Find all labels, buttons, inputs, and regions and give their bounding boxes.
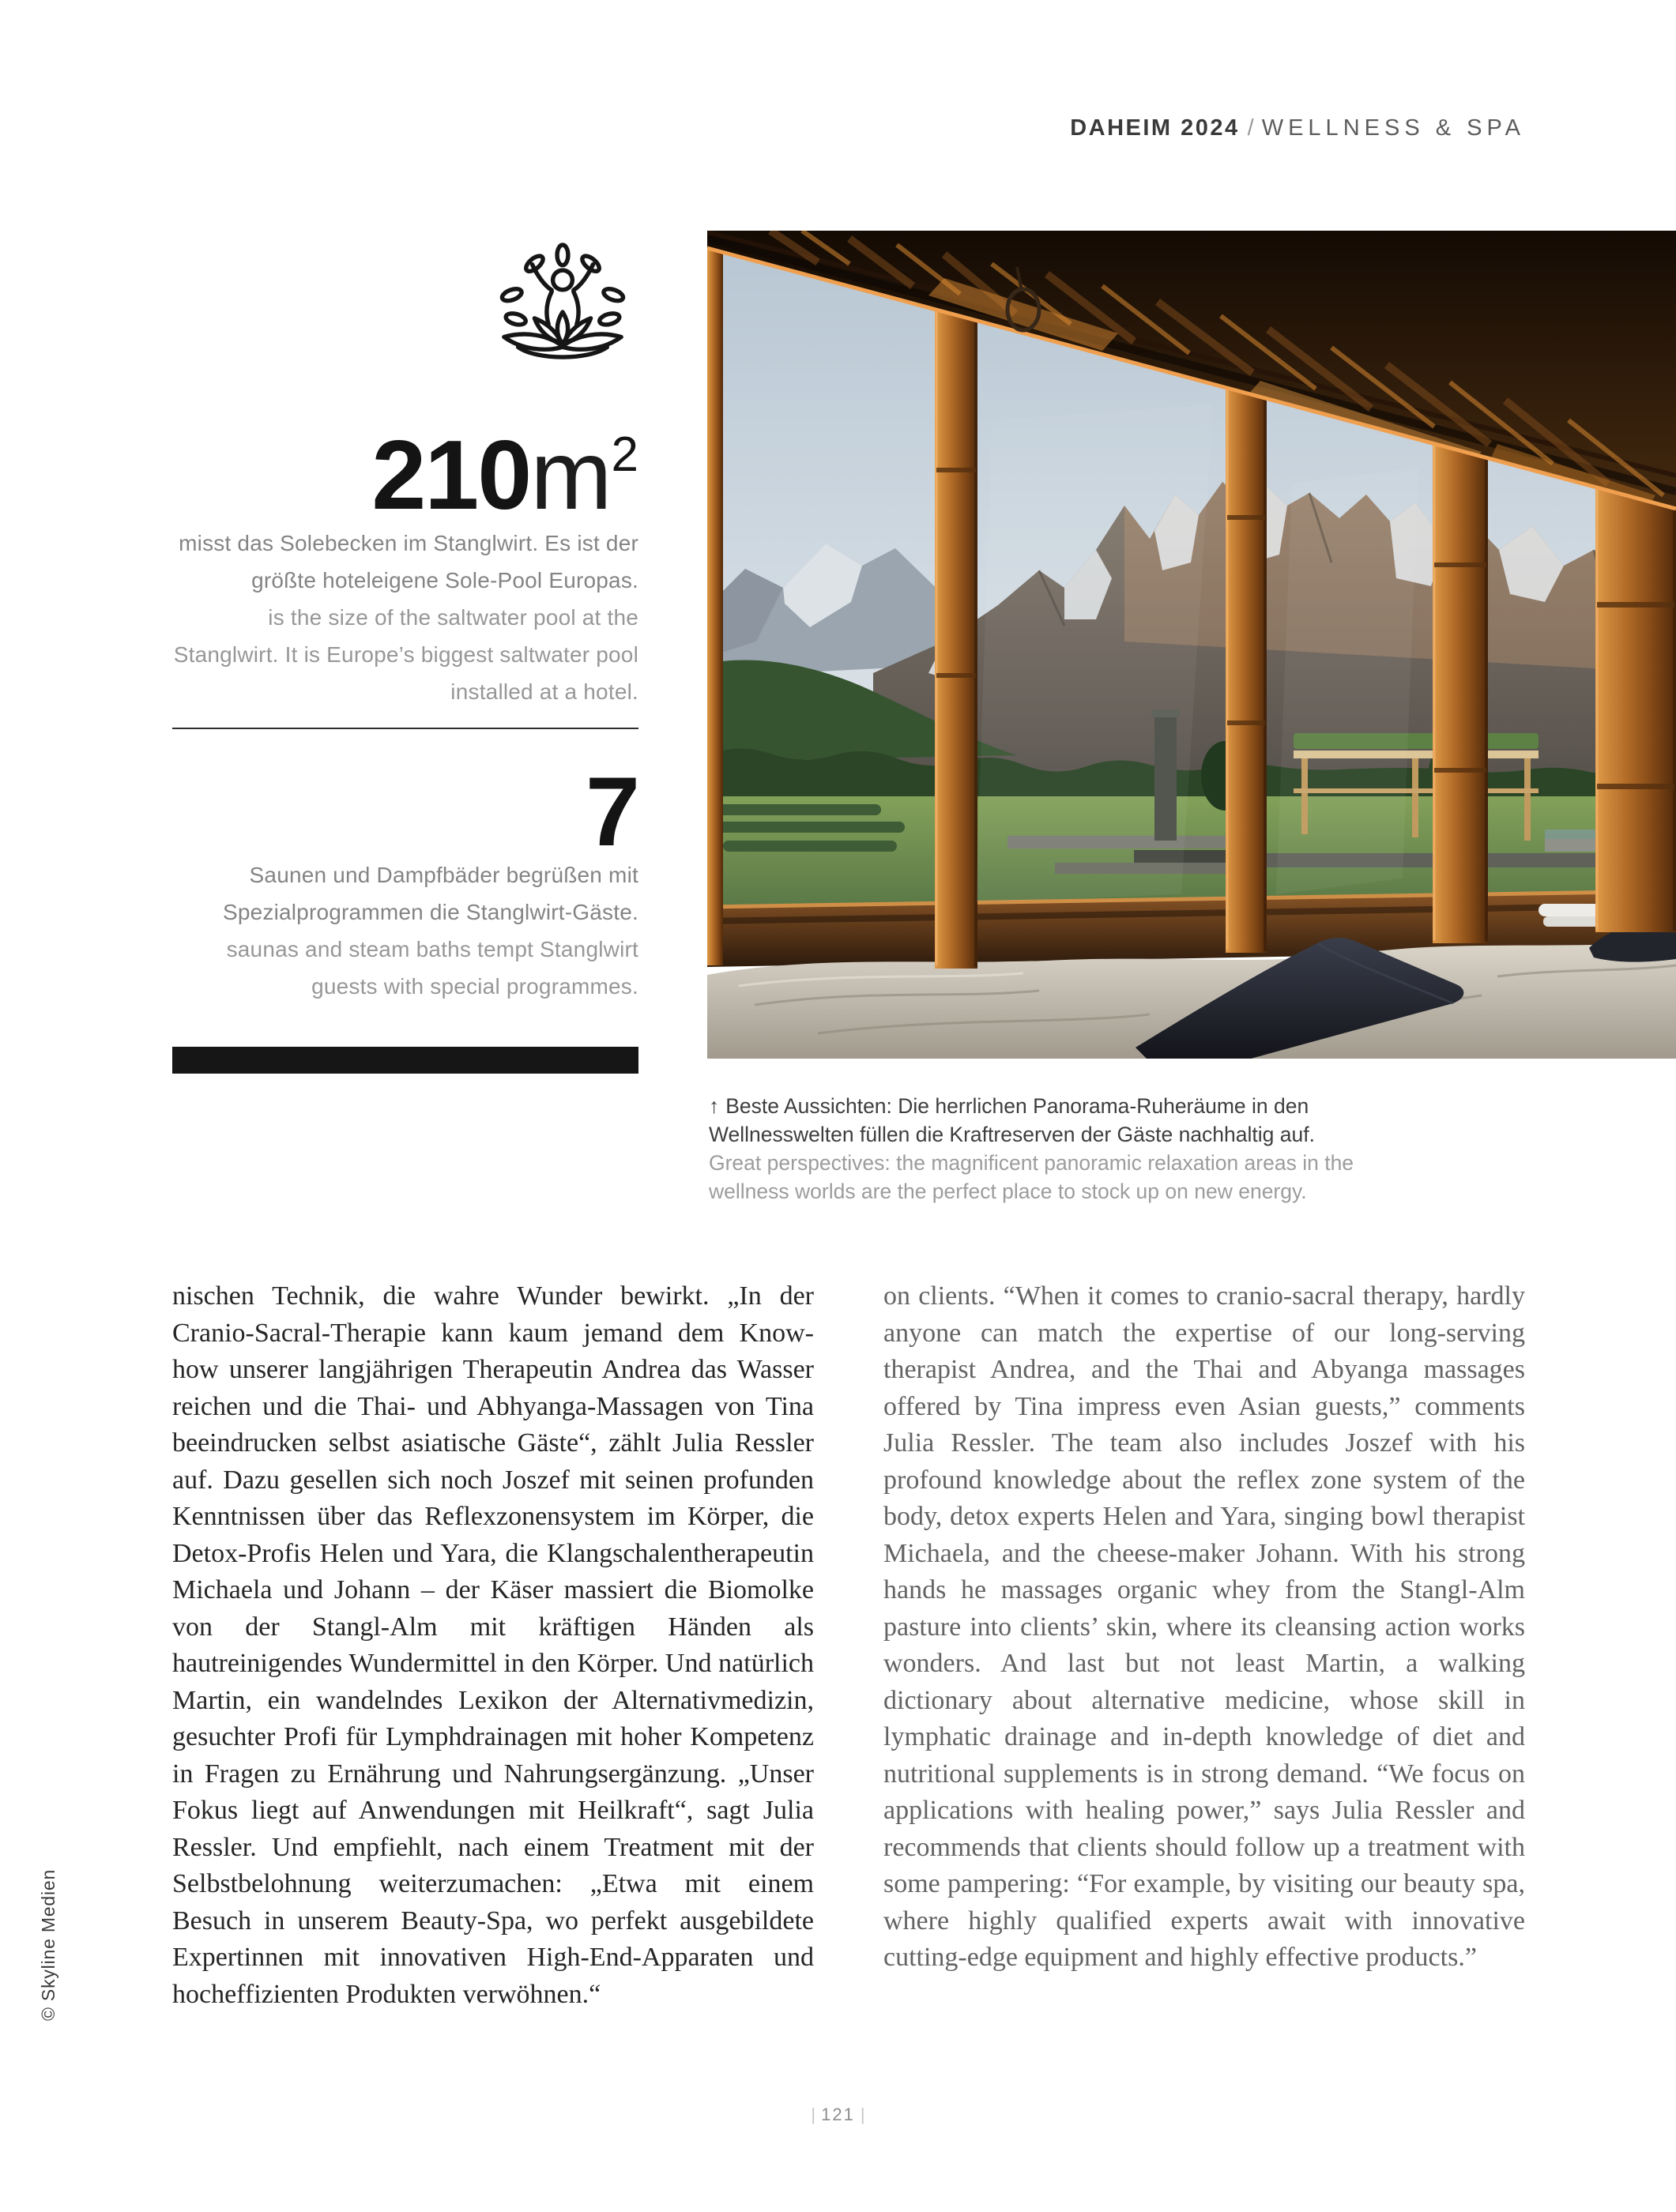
stat-pool-size-sup: 2 xyxy=(611,427,638,482)
photo-caption-german-text: Beste Aussichten: Die herrlichen Panorama-Ruheräume in den Wellnesswelten füllen die Kraftreserven der Gäste nachhaltig auf. xyxy=(709,1094,1315,1146)
stat-sauna-count xyxy=(172,758,638,867)
up-arrow-icon: ↑ xyxy=(709,1094,720,1118)
magazine-title: DAHEIM 2024 xyxy=(1070,115,1240,141)
stat-sauna-text-english: saunas and steam baths tempt Stanglwirt guests with special programmes. xyxy=(226,937,638,999)
page-header xyxy=(1070,115,1525,141)
footer-bar-left: | xyxy=(811,2105,816,2124)
stat-pool-text-english: is the size of the saltwater pool at the Stanglwirt. It is Europe’s biggest saltwater pool installed at a hotel. xyxy=(173,605,638,704)
stat-pool-size-value: 210 xyxy=(371,421,531,530)
photo-caption-english: Great perspectives: the magnificent panoramic relaxation areas in the wellness worlds are the perfect place to stock up on new energy. xyxy=(709,1151,1354,1203)
photo-caption-german xyxy=(709,1092,1404,1149)
footer-bar-right: | xyxy=(860,2105,865,2124)
stat-pool-text-german: misst das Solebecken im Stanglwirt. Es ist der größte hoteleigene Sole-Pool Europas. xyxy=(179,531,638,592)
photo-caption xyxy=(709,1092,1404,1206)
photo-credit: © Skyline Medien xyxy=(38,1868,58,2021)
page-number: 121 xyxy=(821,2105,855,2124)
article-column-german: nischen Technik, die wahre Wunder bewirkt. „In der Cranio-Sacral-Therapie kann kaum jemand dem Know-how unserer langjährigen Therapeutin Andrea das Wasser reichen und die Thai- und Abhyanga-Massagen von Tina beeindrucken selbst asiatische Gäste“, zählt Julia Ressler auf. Dazu gesellen sich noch Joszef mit seinen profunden Kenntnissen über das Reflexzonensystem im Körper, die Detox-Profis Helen und Yara, die Klangschalentherapeutin Michaela und Johann – der Käser massiert die Biomolke von der Stangl-Alm mit kräftigen Händen als hautreinigendes Wundermittel in den Körper. Und natürlich Martin, ein wandelndes Lexikon der Alternativmedizin, gesuchter Profi für Lymphdrainagen mit hoher Kompetenz in Fragen zu Ernährung und Nahrungsergänzung. „Unser Fokus liegt auf Anwendungen mit Heilkraft“, sagt Julia Ressler. Und empfiehlt, nach einem Treatment mit der Selbstbelohnung weiterzumachen: „Etwa mit einem Besuch in unserem Beauty-Spa, wo perfekt ausgebildete Expertinnen mit innovativen High-End-Apparaten und hocheffizienten Produkten verwöhnen.“ xyxy=(172,1281,814,2009)
page-footer xyxy=(0,2105,1676,2125)
stat-pool-size xyxy=(172,421,638,530)
stat-sauna-count-value: 7 xyxy=(586,758,638,867)
stat-sauna-text-german: Saunen und Dampfbäder begrüßen mit Spezialprogrammen die Stanglwirt-Gäste. xyxy=(222,863,638,924)
stat-pool-size-unit: m xyxy=(530,421,612,530)
section-title: WELLNESS & SPA xyxy=(1261,115,1525,141)
black-bar xyxy=(172,1047,638,1074)
article-column-english: on clients. “When it comes to cranio-sacral therapy, hardly anyone can match the expertise of our long-serving therapist Andrea, and the Thai and Abyanga massages offered by Tina impress even Asian guests,” comments Julia Ressler. The team also includes Joszef with his profound knowledge about the reflex zone system of the body, detox experts Helen and Yara, singing bowl therapist Michaela, and the cheese-maker Johann. With his strong hands he massages organic whey from the Stangl-Alm pasture into clients’ skin, where its cleansing action works wonders. And last but not least Martin, a walking dictionary about alternative medicine, whose skill in lymphatic drainage and in-depth knowledge of diet and nutritional supplements is in strong demand. “We focus on applications with healing power,” says Julia Ressler and recommends that clients should follow up a treatment with some pampering: “For example, by visiting our beauty spa, where highly qualified experts await with innovative cutting-edge equipment and highly effective products.” xyxy=(883,1281,1525,1972)
divider-rule xyxy=(172,728,638,729)
relaxation-room-photo xyxy=(707,231,1676,1059)
lotus-person-icon xyxy=(496,242,629,379)
header-divider: / xyxy=(1247,115,1254,141)
